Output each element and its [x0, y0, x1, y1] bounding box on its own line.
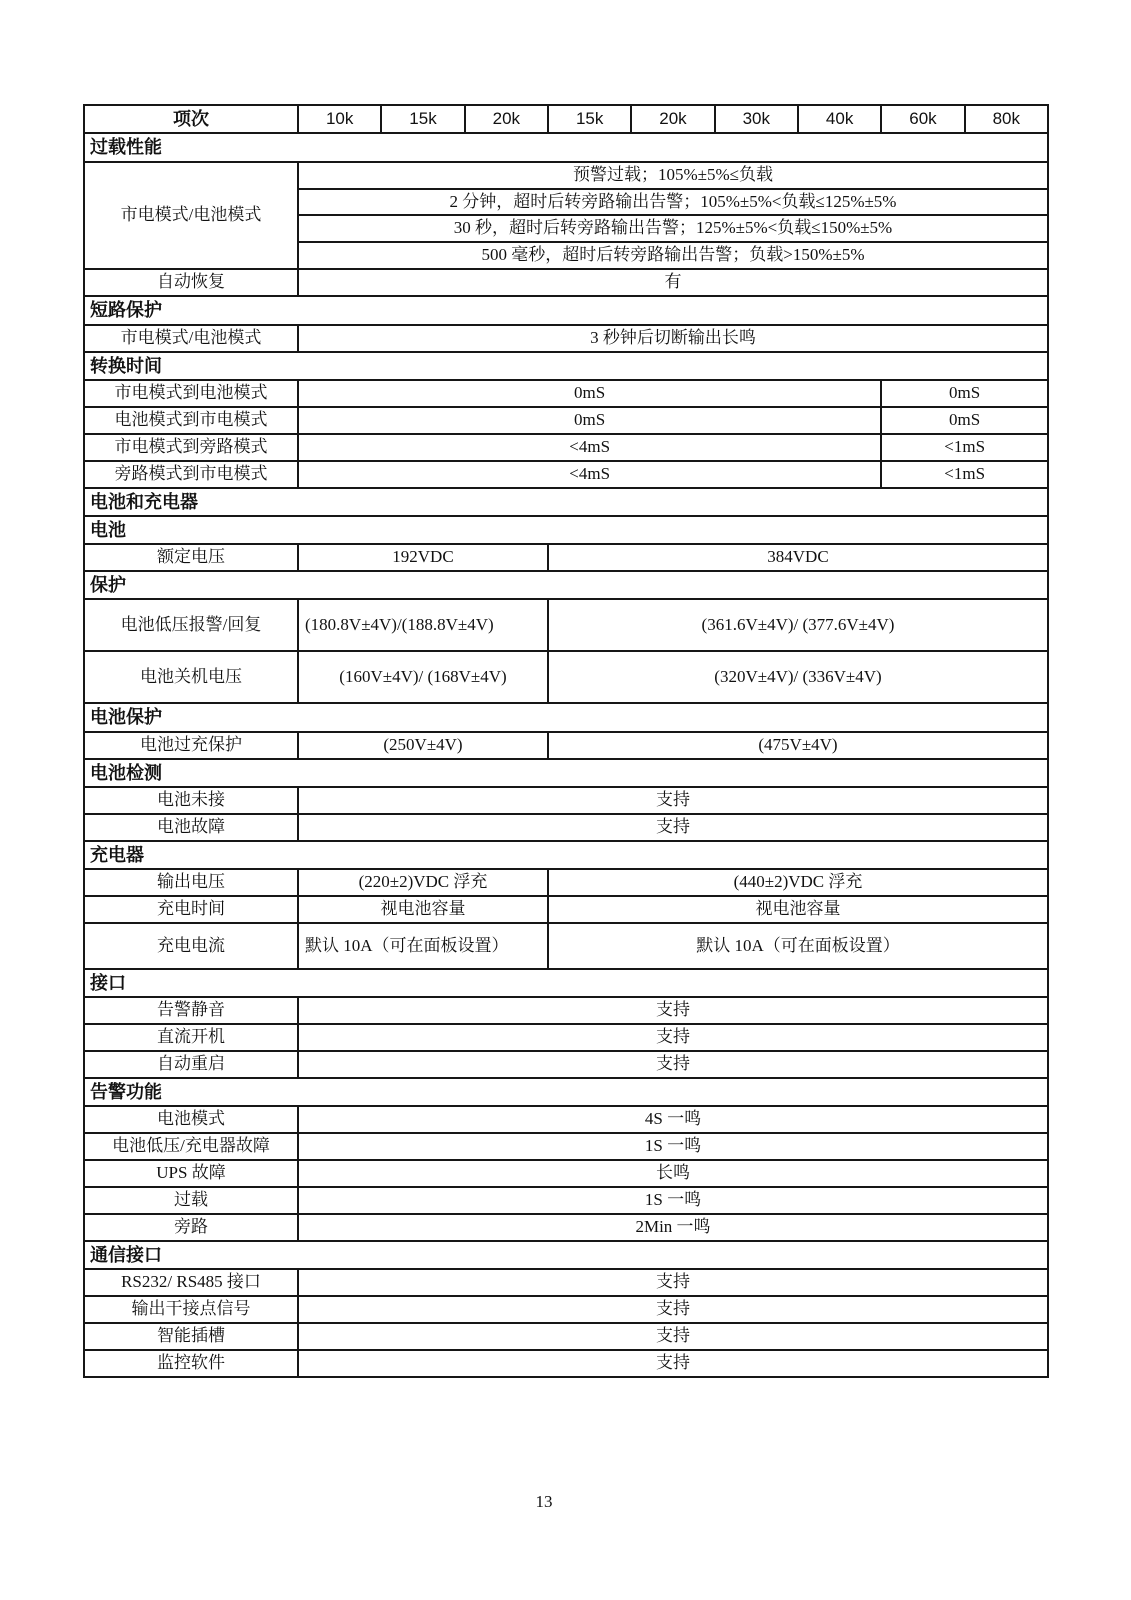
- row-label-low-voltage-alarm: 电池低压报警/回复: [84, 599, 298, 651]
- section-title-comm: 通信接口: [84, 1241, 1048, 1269]
- charge-time-small: 视电池容量: [298, 896, 548, 923]
- shutdown-voltage-large: (320V±4V)/ (336V±4V): [548, 651, 1048, 703]
- comm-monitor-software-row: [84, 1350, 1048, 1377]
- row-label-alarm-battery-mode: 电池模式: [84, 1106, 298, 1133]
- row-label-rated-voltage: 额定电压: [84, 544, 298, 571]
- dry-contact-value: 支持: [298, 1296, 1048, 1323]
- section-charger: [84, 841, 1048, 869]
- auto-recover-value: 有: [298, 269, 1048, 296]
- smart-slot-value: 支持: [298, 1323, 1048, 1350]
- row-label-auto-restart: 自动重启: [84, 1051, 298, 1078]
- charger-output-voltage-row: [84, 869, 1048, 896]
- transfer-row-1: [84, 380, 1048, 407]
- monitor-software-value: 支持: [298, 1350, 1048, 1377]
- alarm-ups-fault-row: [84, 1160, 1048, 1187]
- row-label-charger-output-voltage: 输出电压: [84, 869, 298, 896]
- low-voltage-alarm-large: (361.6V±4V)/ (377.6V±4V): [548, 599, 1048, 651]
- transfer-row-4: [84, 461, 1048, 488]
- row-label-short-circuit-mode: 市电模式/电池模式: [84, 325, 298, 352]
- battery-disconnected-row: [84, 787, 1048, 814]
- low-voltage-alarm-row: [84, 599, 1048, 651]
- section-title-battery-protection: 电池保护: [84, 703, 1048, 731]
- row-label-mains-to-bypass: 市电模式到旁路模式: [84, 434, 298, 461]
- ups-spec-table: [83, 104, 1049, 1378]
- alarm-bypass-row: [84, 1214, 1048, 1241]
- overcharge-protection-small: (250V±4V): [298, 732, 548, 759]
- row-label-smart-slot: 智能插槽: [84, 1323, 298, 1350]
- overload-level-row-1: [84, 162, 1048, 189]
- transfer-row-2: [84, 407, 1048, 434]
- row-label-alarm-low-voltage: 电池低压/充电器故障: [84, 1133, 298, 1160]
- section-title-charger: 充电器: [84, 841, 1048, 869]
- comm-smart-slot-row: [84, 1323, 1048, 1350]
- transfer-value-high-3: <1mS: [881, 434, 1048, 461]
- row-label-dc-start: 直流开机: [84, 1024, 298, 1051]
- charge-current-small: 默认 10A（可在面板设置）: [298, 923, 548, 969]
- row-label-shutdown-voltage: 电池关机电压: [84, 651, 298, 703]
- charge-current-large: 默认 10A（可在面板设置）: [548, 923, 1048, 969]
- overload-level-1: 预警过载；105%±5%≤负载: [298, 162, 1048, 189]
- transfer-value-low-1: 0mS: [298, 380, 881, 407]
- row-label-charge-current: 充电电流: [84, 923, 298, 969]
- column-header-model-20k: 20k: [465, 105, 548, 133]
- alarm-overload-row: [84, 1187, 1048, 1214]
- overcharge-protection-large: (475V±4V): [548, 732, 1048, 759]
- row-label-alarm-overload: 过载: [84, 1187, 298, 1214]
- alarm-battery-mode-row: [84, 1106, 1048, 1133]
- row-label-overcharge-protection: 电池过充保护: [84, 732, 298, 759]
- short-circuit-row: [84, 325, 1048, 352]
- alarm-mute-value: 支持: [298, 997, 1048, 1024]
- row-label-dry-contact: 输出干接点信号: [84, 1296, 298, 1323]
- dc-start-row: [84, 1024, 1048, 1051]
- low-voltage-alarm-small: (180.8V±4V)/(188.8V±4V): [298, 599, 548, 651]
- section-battery-charger: [84, 488, 1048, 516]
- section-title-alarm: 告警功能: [84, 1078, 1048, 1106]
- row-label-battery-fault: 电池故障: [84, 814, 298, 841]
- overload-level-4: 500 毫秒，超时后转旁路输出告警；负载>150%±5%: [298, 242, 1048, 269]
- transfer-value-low-2: 0mS: [298, 407, 881, 434]
- alarm-mute-row: [84, 997, 1048, 1024]
- section-title-interface: 接口: [84, 969, 1048, 997]
- comm-rs232-row: [84, 1269, 1048, 1296]
- row-label-battery-disconnected: 电池未接: [84, 787, 298, 814]
- section-battery: [84, 516, 1048, 544]
- section-title-protection: 保护: [84, 571, 1048, 599]
- charge-current-row: [84, 923, 1048, 969]
- row-label-bypass-to-mains: 旁路模式到市电模式: [84, 461, 298, 488]
- row-label-battery-to-mains: 电池模式到市电模式: [84, 407, 298, 434]
- charge-time-row: [84, 896, 1048, 923]
- charger-output-voltage-small: (220±2)VDC 浮充: [298, 869, 548, 896]
- row-label-alarm-bypass: 旁路: [84, 1214, 298, 1241]
- column-header-model-20k-3p: 20k: [631, 105, 714, 133]
- alarm-ups-fault-value: 长鸣: [298, 1160, 1048, 1187]
- section-title-short-circuit: 短路保护: [84, 296, 1048, 324]
- overload-level-2: 2 分钟，超时后转旁路输出告警；105%±5%<负载≤125%±5%: [298, 189, 1048, 216]
- transfer-row-3: [84, 434, 1048, 461]
- column-header-model-15k-3p: 15k: [548, 105, 631, 133]
- section-interface: [84, 969, 1048, 997]
- column-header-model-30k: 30k: [715, 105, 798, 133]
- alarm-low-voltage-value: 1S 一鸣: [298, 1133, 1048, 1160]
- row-label-monitor-software: 监控软件: [84, 1350, 298, 1377]
- section-title-overload: 过载性能: [84, 133, 1048, 161]
- column-header-model-60k: 60k: [881, 105, 964, 133]
- alarm-battery-mode-value: 4S 一鸣: [298, 1106, 1048, 1133]
- alarm-bypass-value: 2Min 一鸣: [298, 1214, 1048, 1241]
- section-overload: [84, 133, 1048, 161]
- auto-recover-row: [84, 269, 1048, 296]
- row-label-mains-to-battery: 市电模式到电池模式: [84, 380, 298, 407]
- dc-start-value: 支持: [298, 1024, 1048, 1051]
- shutdown-voltage-row: [84, 651, 1048, 703]
- column-header-item: 项次: [84, 105, 298, 133]
- section-battery-protection: [84, 703, 1048, 731]
- section-comm: [84, 1241, 1048, 1269]
- short-circuit-value: 3 秒钟后切断输出长鸣: [298, 325, 1048, 352]
- battery-fault-value: 支持: [298, 814, 1048, 841]
- charger-output-voltage-large: (440±2)VDC 浮充: [548, 869, 1048, 896]
- rated-voltage-row: [84, 544, 1048, 571]
- column-header-model-15k: 15k: [381, 105, 464, 133]
- auto-restart-row: [84, 1051, 1048, 1078]
- auto-restart-value: 支持: [298, 1051, 1048, 1078]
- alarm-low-voltage-row: [84, 1133, 1048, 1160]
- column-header-model-40k: 40k: [798, 105, 881, 133]
- row-label-auto-recover: 自动恢复: [84, 269, 298, 296]
- rated-voltage-small: 192VDC: [298, 544, 548, 571]
- row-label-mains-battery-mode: 市电模式/电池模式: [84, 162, 298, 270]
- transfer-value-high-2: 0mS: [881, 407, 1048, 434]
- transfer-value-high-1: 0mS: [881, 380, 1048, 407]
- transfer-value-high-4: <1mS: [881, 461, 1048, 488]
- battery-disconnected-value: 支持: [298, 787, 1048, 814]
- column-header-model-10k: 10k: [298, 105, 381, 133]
- rated-voltage-large: 384VDC: [548, 544, 1048, 571]
- section-battery-detection: [84, 759, 1048, 787]
- overcharge-protection-row: [84, 732, 1048, 759]
- table-header-row: [84, 105, 1048, 133]
- row-label-rs232-rs485: RS232/ RS485 接口: [84, 1269, 298, 1296]
- section-short-circuit: [84, 296, 1048, 324]
- section-title-battery-detection: 电池检测: [84, 759, 1048, 787]
- transfer-value-low-3: <4mS: [298, 434, 881, 461]
- section-title-transfer-time: 转换时间: [84, 352, 1048, 380]
- column-header-model-80k: 80k: [965, 105, 1048, 133]
- overload-level-3: 30 秒，超时后转旁路输出告警；125%±5%<负载≤150%±5%: [298, 215, 1048, 242]
- charge-time-large: 视电池容量: [548, 896, 1048, 923]
- comm-dry-contact-row: [84, 1296, 1048, 1323]
- alarm-overload-value: 1S 一鸣: [298, 1187, 1048, 1214]
- section-alarm: [84, 1078, 1048, 1106]
- section-protection: [84, 571, 1048, 599]
- rs232-rs485-value: 支持: [298, 1269, 1048, 1296]
- section-transfer-time: [84, 352, 1048, 380]
- section-title-battery: 电池: [84, 516, 1048, 544]
- section-title-battery-charger: 电池和充电器: [84, 488, 1048, 516]
- transfer-value-low-4: <4mS: [298, 461, 881, 488]
- page-number: 13: [535, 1492, 553, 1511]
- battery-fault-row: [84, 814, 1048, 841]
- row-label-alarm-ups-fault: UPS 故障: [84, 1160, 298, 1187]
- row-label-charge-time: 充电时间: [84, 896, 298, 923]
- shutdown-voltage-small: (160V±4V)/ (168V±4V): [298, 651, 548, 703]
- row-label-alarm-mute: 告警静音: [84, 997, 298, 1024]
